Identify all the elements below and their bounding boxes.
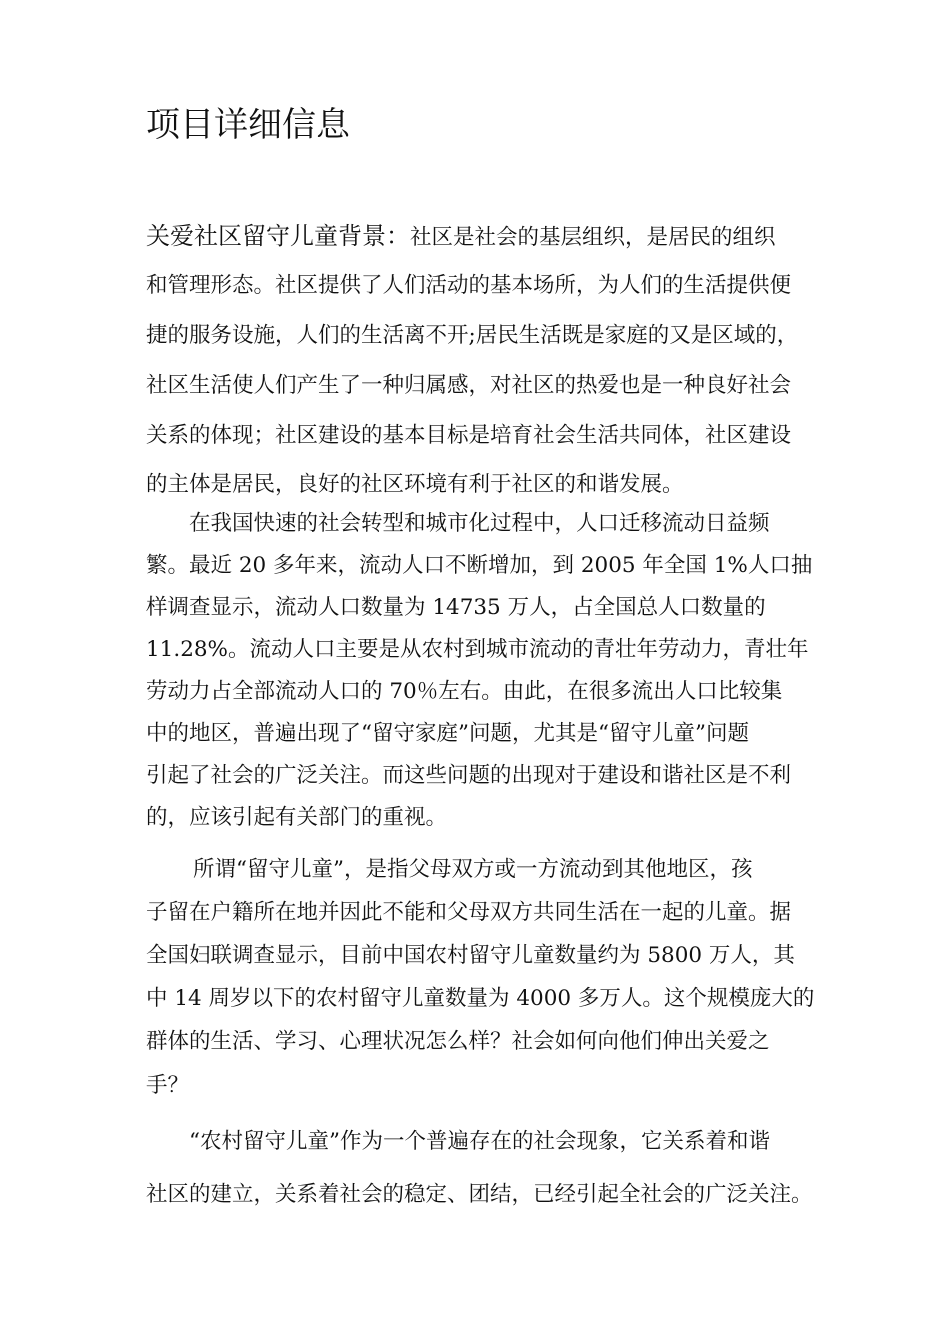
paragraph-line: 捷的服务设施，人们的生活离不开;居民生活既是家庭的又是区域的， (146, 323, 799, 348)
paragraph-line (146, 221, 826, 253)
paragraph-line: 繁。最近 20 多年来，流动人口不断增加，到 2005 年全国 1%人口抽 (146, 553, 813, 578)
paragraph-line: 全国妇联调查显示，目前中国农村留守儿童数量约为 5800 万人，其 (146, 943, 795, 968)
paragraph-line: 的主体是居民，良好的社区环境有利于社区的和谐发展。 (146, 472, 684, 497)
paragraph-line: 社区生活使人们产生了一种归属感，对社区的热爱也是一种良好社会 (146, 373, 792, 398)
paragraph-line: 社区的建立，关系着社会的稳定、团结，已经引起全社会的广泛关注。 (146, 1182, 813, 1207)
page-title: 项目详细信息 (146, 105, 350, 145)
paragraph-line: 在我国快速的社会转型和城市化过程中，人口迁移流动日益频 (189, 511, 770, 536)
paragraph-line: 样调查显示，流动人口数量为 14735 万人，占全国总人口数量的 (146, 595, 766, 620)
paragraph-line: 11.28%。流动人口主要是从农村到城市流动的青壮年劳动力，青壮年 (146, 637, 809, 662)
section-text: 社区是社会的基层组织，是居民的组织 (410, 225, 776, 250)
paragraph-line: “农村留守儿童”作为一个普遍存在的社会现象，它关系着和谐 (189, 1129, 770, 1154)
paragraph-line: 群体的生活、学习、心理状况怎么样？社会如何向他们伸出关爱之 (146, 1029, 770, 1054)
paragraph-line: 中的地区，普遍出现了“留守家庭”问题，尤其是“留守儿童”问题 (146, 721, 749, 746)
paragraph-line: 劳动力占全部流动人口的 70％左右。由此，在很多流出人口比较集 (146, 679, 783, 704)
paragraph-line: 和管理形态。社区提供了人们活动的基本场所，为人们的生活提供便 (146, 273, 792, 298)
paragraph-line: 的，应该引起有关部门的重视。 (146, 805, 448, 830)
paragraph-line: 子留在户籍所在地并因此不能和父母双方共同生活在一起的儿童。据 (146, 900, 792, 925)
paragraph-line: 手？ (146, 1073, 190, 1098)
section-heading: 关爱社区留守儿童背景： (146, 222, 410, 250)
paragraph-line: 关系的体现；社区建设的基本目标是培育社会生活共同体，社区建设 (146, 423, 792, 448)
paragraph-line: 中 14 周岁以下的农村留守儿童数量为 4000 多万人。这个规模庞大的 (146, 986, 815, 1011)
paragraph-line: 引起了社会的广泛关注。而这些问题的出现对于建设和谐社区是不利 (146, 763, 792, 788)
paragraph-line: 所谓“留守儿童”，是指父母双方或一方流动到其他地区，孩 (193, 857, 753, 882)
